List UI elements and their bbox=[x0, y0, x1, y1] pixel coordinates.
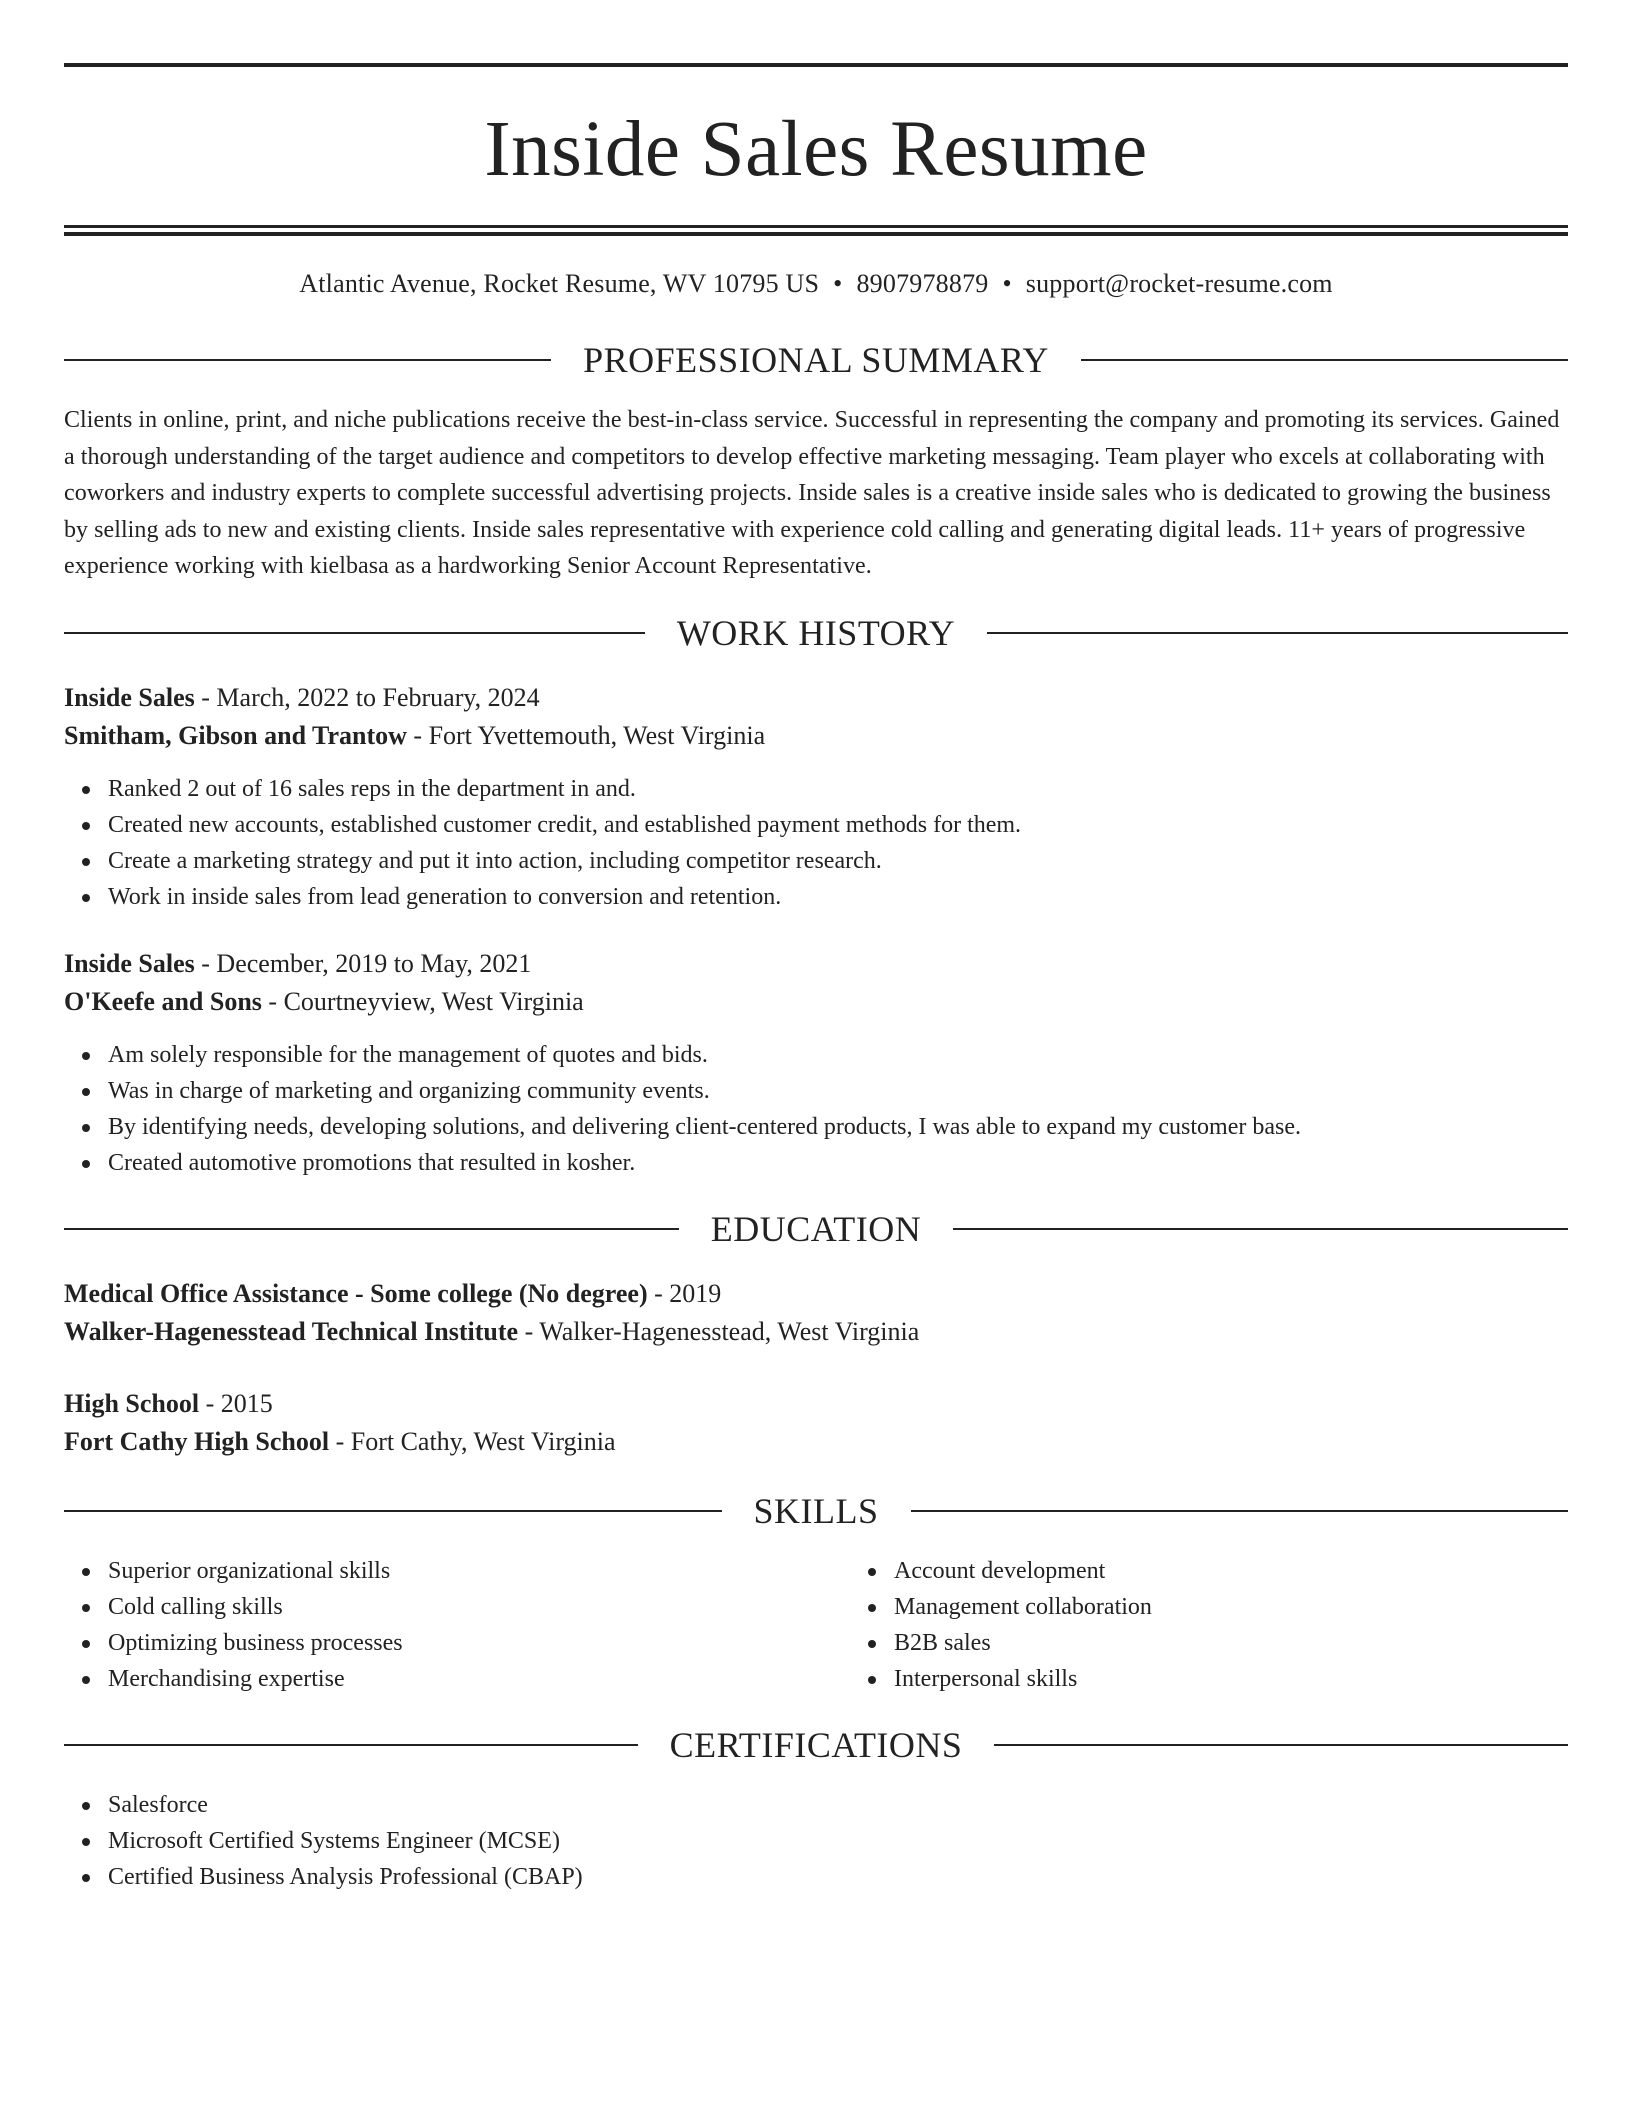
skills-columns bbox=[64, 1553, 1568, 1697]
list-item: Created automotive promotions that resulted in kosher. bbox=[108, 1145, 1568, 1181]
education-degree: High School bbox=[64, 1388, 200, 1418]
job-title: Inside Sales bbox=[64, 948, 195, 978]
job-title: Inside Sales bbox=[64, 682, 195, 712]
education-entry bbox=[64, 1385, 1568, 1461]
education-degree-line bbox=[64, 1385, 1568, 1423]
heading-rule bbox=[911, 1510, 1569, 1512]
contact-separator: • bbox=[1002, 269, 1012, 298]
education-school-line bbox=[64, 1313, 1568, 1351]
list-item: Am solely responsible for the management of quotes and bids. bbox=[108, 1037, 1568, 1073]
list-item: Interpersonal skills bbox=[894, 1661, 1568, 1697]
list-item: Microsoft Certified Systems Engineer (MCSE) bbox=[108, 1823, 1568, 1859]
list-item: Account development bbox=[894, 1553, 1568, 1589]
list-item: Was in charge of marketing and organizing community events. bbox=[108, 1073, 1568, 1109]
list-item: Certified Business Analysis Professional (CBAP) bbox=[108, 1859, 1568, 1895]
education-school: Fort Cathy High School bbox=[64, 1426, 330, 1456]
heading-rule bbox=[64, 1744, 638, 1746]
contact-separator: • bbox=[833, 269, 843, 298]
section-heading-work bbox=[64, 613, 1568, 653]
job-location: - Courtneyview, West Virginia bbox=[261, 986, 584, 1016]
job-dates: - March, 2022 to February, 2024 bbox=[194, 682, 540, 712]
summary-text: Clients in online, print, and niche publications receive the best-in-class service. Successful in representing the company and promoting its services. Gained a thorough understanding of the target audience and competitors to develop effective marketing messaging. Team player who excels at collaborating with coworkers and industry experts to complete successful advertising projects. Inside sales is a creative inside sales who is dedicated to growing the business by selling ads to new and existing clients. Inside sales representative with experience cold calling and generating digital leads. 11+ years of progressive experience working with kielbasa as a hardworking Senior Account Representative. bbox=[64, 407, 1560, 579]
education-year: - 2019 bbox=[647, 1278, 722, 1308]
list-item: Management collaboration bbox=[894, 1589, 1568, 1625]
education-degree-line bbox=[64, 1275, 1568, 1313]
section-heading-education bbox=[64, 1209, 1568, 1249]
job-bullets bbox=[64, 1037, 1568, 1181]
summary-heading: PROFESSIONAL SUMMARY bbox=[583, 340, 1049, 380]
job-company: Smitham, Gibson and Trantow bbox=[64, 720, 407, 750]
education-degree: Medical Office Assistance - Some college (No degree) bbox=[64, 1278, 648, 1308]
section-heading-summary bbox=[64, 340, 1568, 380]
job-entry bbox=[64, 679, 1568, 915]
education-school-line bbox=[64, 1423, 1568, 1461]
job-title-line bbox=[64, 945, 1568, 983]
job-company-line bbox=[64, 717, 1568, 755]
heading-rule bbox=[994, 1744, 1568, 1746]
education-heading: EDUCATION bbox=[710, 1208, 922, 1249]
education-school: Walker-Hagenesstead Technical Institute bbox=[64, 1316, 519, 1346]
list-item: Superior organizational skills bbox=[108, 1553, 850, 1589]
job-location: - Fort Yvettemouth, West Virginia bbox=[406, 720, 766, 750]
contact-address: Atlantic Avenue, Rocket Resume, WV 10795 US bbox=[299, 269, 820, 298]
job-bullets bbox=[64, 771, 1568, 915]
job-title-line bbox=[64, 679, 1568, 717]
education-location: - Fort Cathy, West Virginia bbox=[329, 1426, 616, 1456]
heading-rule bbox=[64, 1510, 722, 1512]
work-heading: WORK HISTORY bbox=[676, 612, 956, 653]
contact-email: support@rocket-resume.com bbox=[1025, 269, 1333, 298]
list-item: Create a marketing strategy and put it into action, including competitor research. bbox=[108, 843, 1568, 879]
skills-heading: SKILLS bbox=[753, 1490, 879, 1531]
certifications-heading: CERTIFICATIONS bbox=[669, 1724, 963, 1765]
job-entry bbox=[64, 945, 1568, 1181]
section-heading-skills bbox=[64, 1491, 1568, 1531]
contact-phone: 8907978879 bbox=[856, 269, 989, 298]
heading-rule bbox=[953, 1228, 1568, 1230]
heading-rule bbox=[64, 632, 645, 634]
title-double-rule bbox=[64, 225, 1568, 236]
top-rule bbox=[64, 63, 1568, 67]
list-item: Salesforce bbox=[108, 1787, 1568, 1823]
education-entry bbox=[64, 1275, 1568, 1351]
education-year: - 2015 bbox=[199, 1388, 273, 1418]
list-item: Merchandising expertise bbox=[108, 1661, 850, 1697]
list-item: Created new accounts, established customer credit, and established payment methods for them. bbox=[108, 807, 1568, 843]
resume-title: Inside Sales Resume bbox=[484, 106, 1148, 193]
job-company-line bbox=[64, 983, 1568, 1021]
job-dates: - December, 2019 to May, 2021 bbox=[194, 948, 532, 978]
heading-rule bbox=[1081, 359, 1568, 361]
certifications-list bbox=[64, 1787, 1568, 1895]
section-heading-certifications bbox=[64, 1725, 1568, 1765]
skills-right-list bbox=[850, 1553, 1568, 1697]
heading-rule bbox=[64, 359, 551, 361]
list-item: Ranked 2 out of 16 sales reps in the department in and. bbox=[108, 771, 1568, 807]
skills-left-list bbox=[64, 1553, 850, 1697]
list-item: Optimizing business processes bbox=[108, 1625, 850, 1661]
education-location: - Walker-Hagenesstead, West Virginia bbox=[518, 1316, 920, 1346]
heading-rule bbox=[64, 1228, 679, 1230]
list-item: By identifying needs, developing solutions, and delivering client-centered products, I was able to expand my customer base. bbox=[108, 1109, 1568, 1145]
job-company: O'Keefe and Sons bbox=[64, 986, 262, 1016]
list-item: Work in inside sales from lead generation to conversion and retention. bbox=[108, 879, 1568, 915]
heading-rule bbox=[987, 632, 1568, 634]
list-item: Cold calling skills bbox=[108, 1589, 850, 1625]
list-item: B2B sales bbox=[894, 1625, 1568, 1661]
contact-line bbox=[64, 266, 1568, 302]
